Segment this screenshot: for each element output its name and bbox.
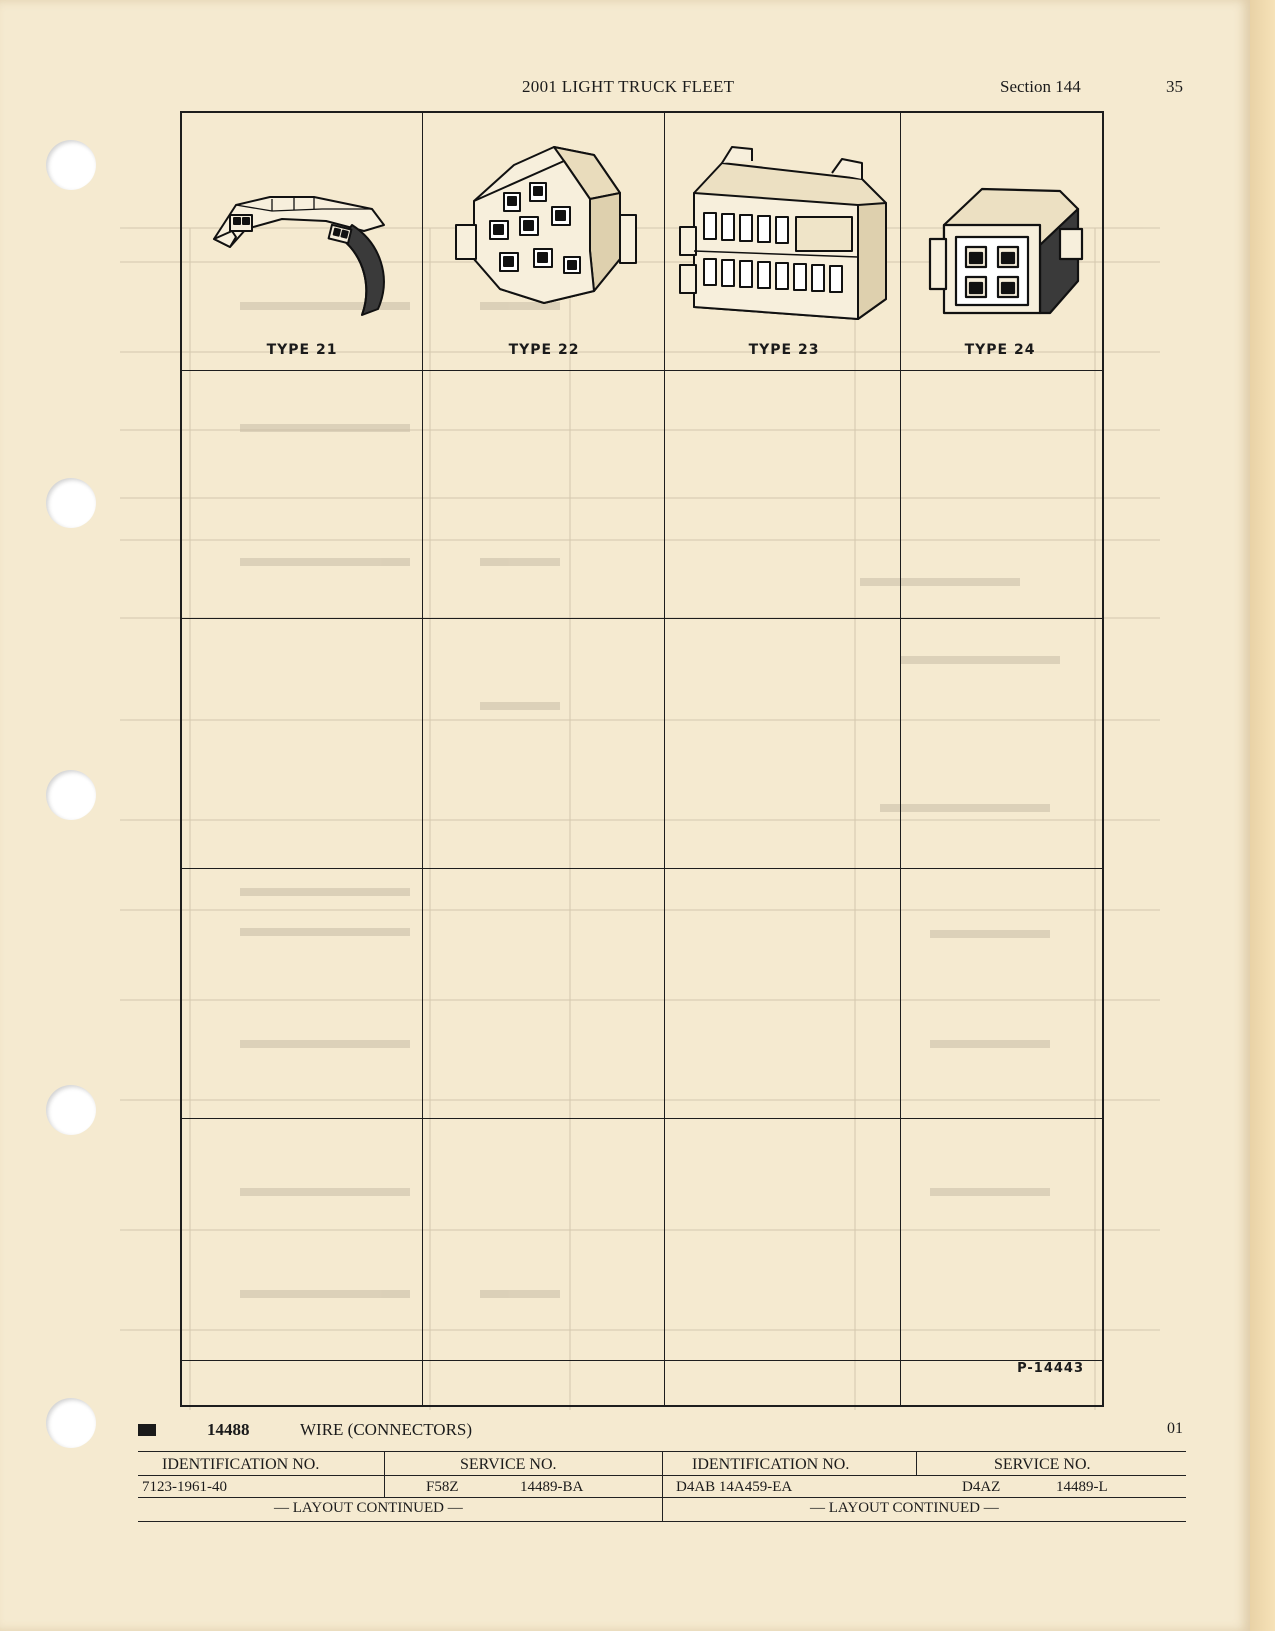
right-service-number: 14489-L [1056,1479,1108,1495]
grid-line [422,113,423,1405]
table-rule [384,1451,385,1497]
type-21-label: TYPE 21 [266,342,338,358]
left-layout-continued: — LAYOUT CONTINUED — [274,1500,463,1516]
table-rule [662,1451,663,1521]
page-edge [1250,0,1275,1631]
part-code: 01 [1167,1420,1183,1437]
table-rule [138,1521,1186,1522]
binder-hole [46,140,96,190]
page-number: 35 [1166,77,1183,96]
table-rule [916,1451,917,1475]
page-header-section: Section 144 [1000,77,1081,96]
grid-line [182,868,1102,869]
right-service-header: SERVICE NO. [994,1456,1091,1473]
connector-figure-grid [180,111,1104,1407]
grid-line [182,1360,1102,1361]
figure-code: P-14443 [1017,1361,1084,1376]
right-identification-header: IDENTIFICATION NO. [692,1456,850,1473]
binder-hole [46,1085,96,1135]
binder-hole [46,478,96,528]
left-service-header: SERVICE NO. [460,1456,557,1473]
connector-type-24-icon [910,181,1090,331]
grid-line [182,370,1102,371]
grid-line [664,113,665,1405]
left-service-number: 14489-BA [520,1479,584,1495]
grid-line [182,1118,1102,1119]
right-service-prefix: D4AZ [962,1479,1001,1495]
type-22-label: TYPE 22 [508,342,580,358]
type-24-label: TYPE 24 [964,342,1036,358]
page-header-title: 2001 LIGHT TRUCK FLEET [522,77,735,96]
connector-type-22-icon [444,141,644,331]
left-identification-value: 7123-1961-40 [142,1479,227,1495]
binder-hole [46,770,96,820]
grid-line [900,113,901,1405]
connector-type-21-icon [202,185,402,325]
section-marker-bar [138,1424,156,1436]
grid-line [182,618,1102,619]
binder-hole [46,1398,96,1448]
part-description: WIRE (CONNECTORS) [300,1420,473,1439]
left-identification-header: IDENTIFICATION NO. [162,1456,320,1473]
connector-type-23-icon [672,143,896,333]
right-identification-value: D4AB 14A459-EA [676,1479,793,1495]
type-23-label: TYPE 23 [748,342,820,358]
right-layout-continued: — LAYOUT CONTINUED — [810,1500,999,1516]
part-number: 14488 [207,1420,250,1439]
left-service-prefix: F58Z [426,1479,459,1495]
